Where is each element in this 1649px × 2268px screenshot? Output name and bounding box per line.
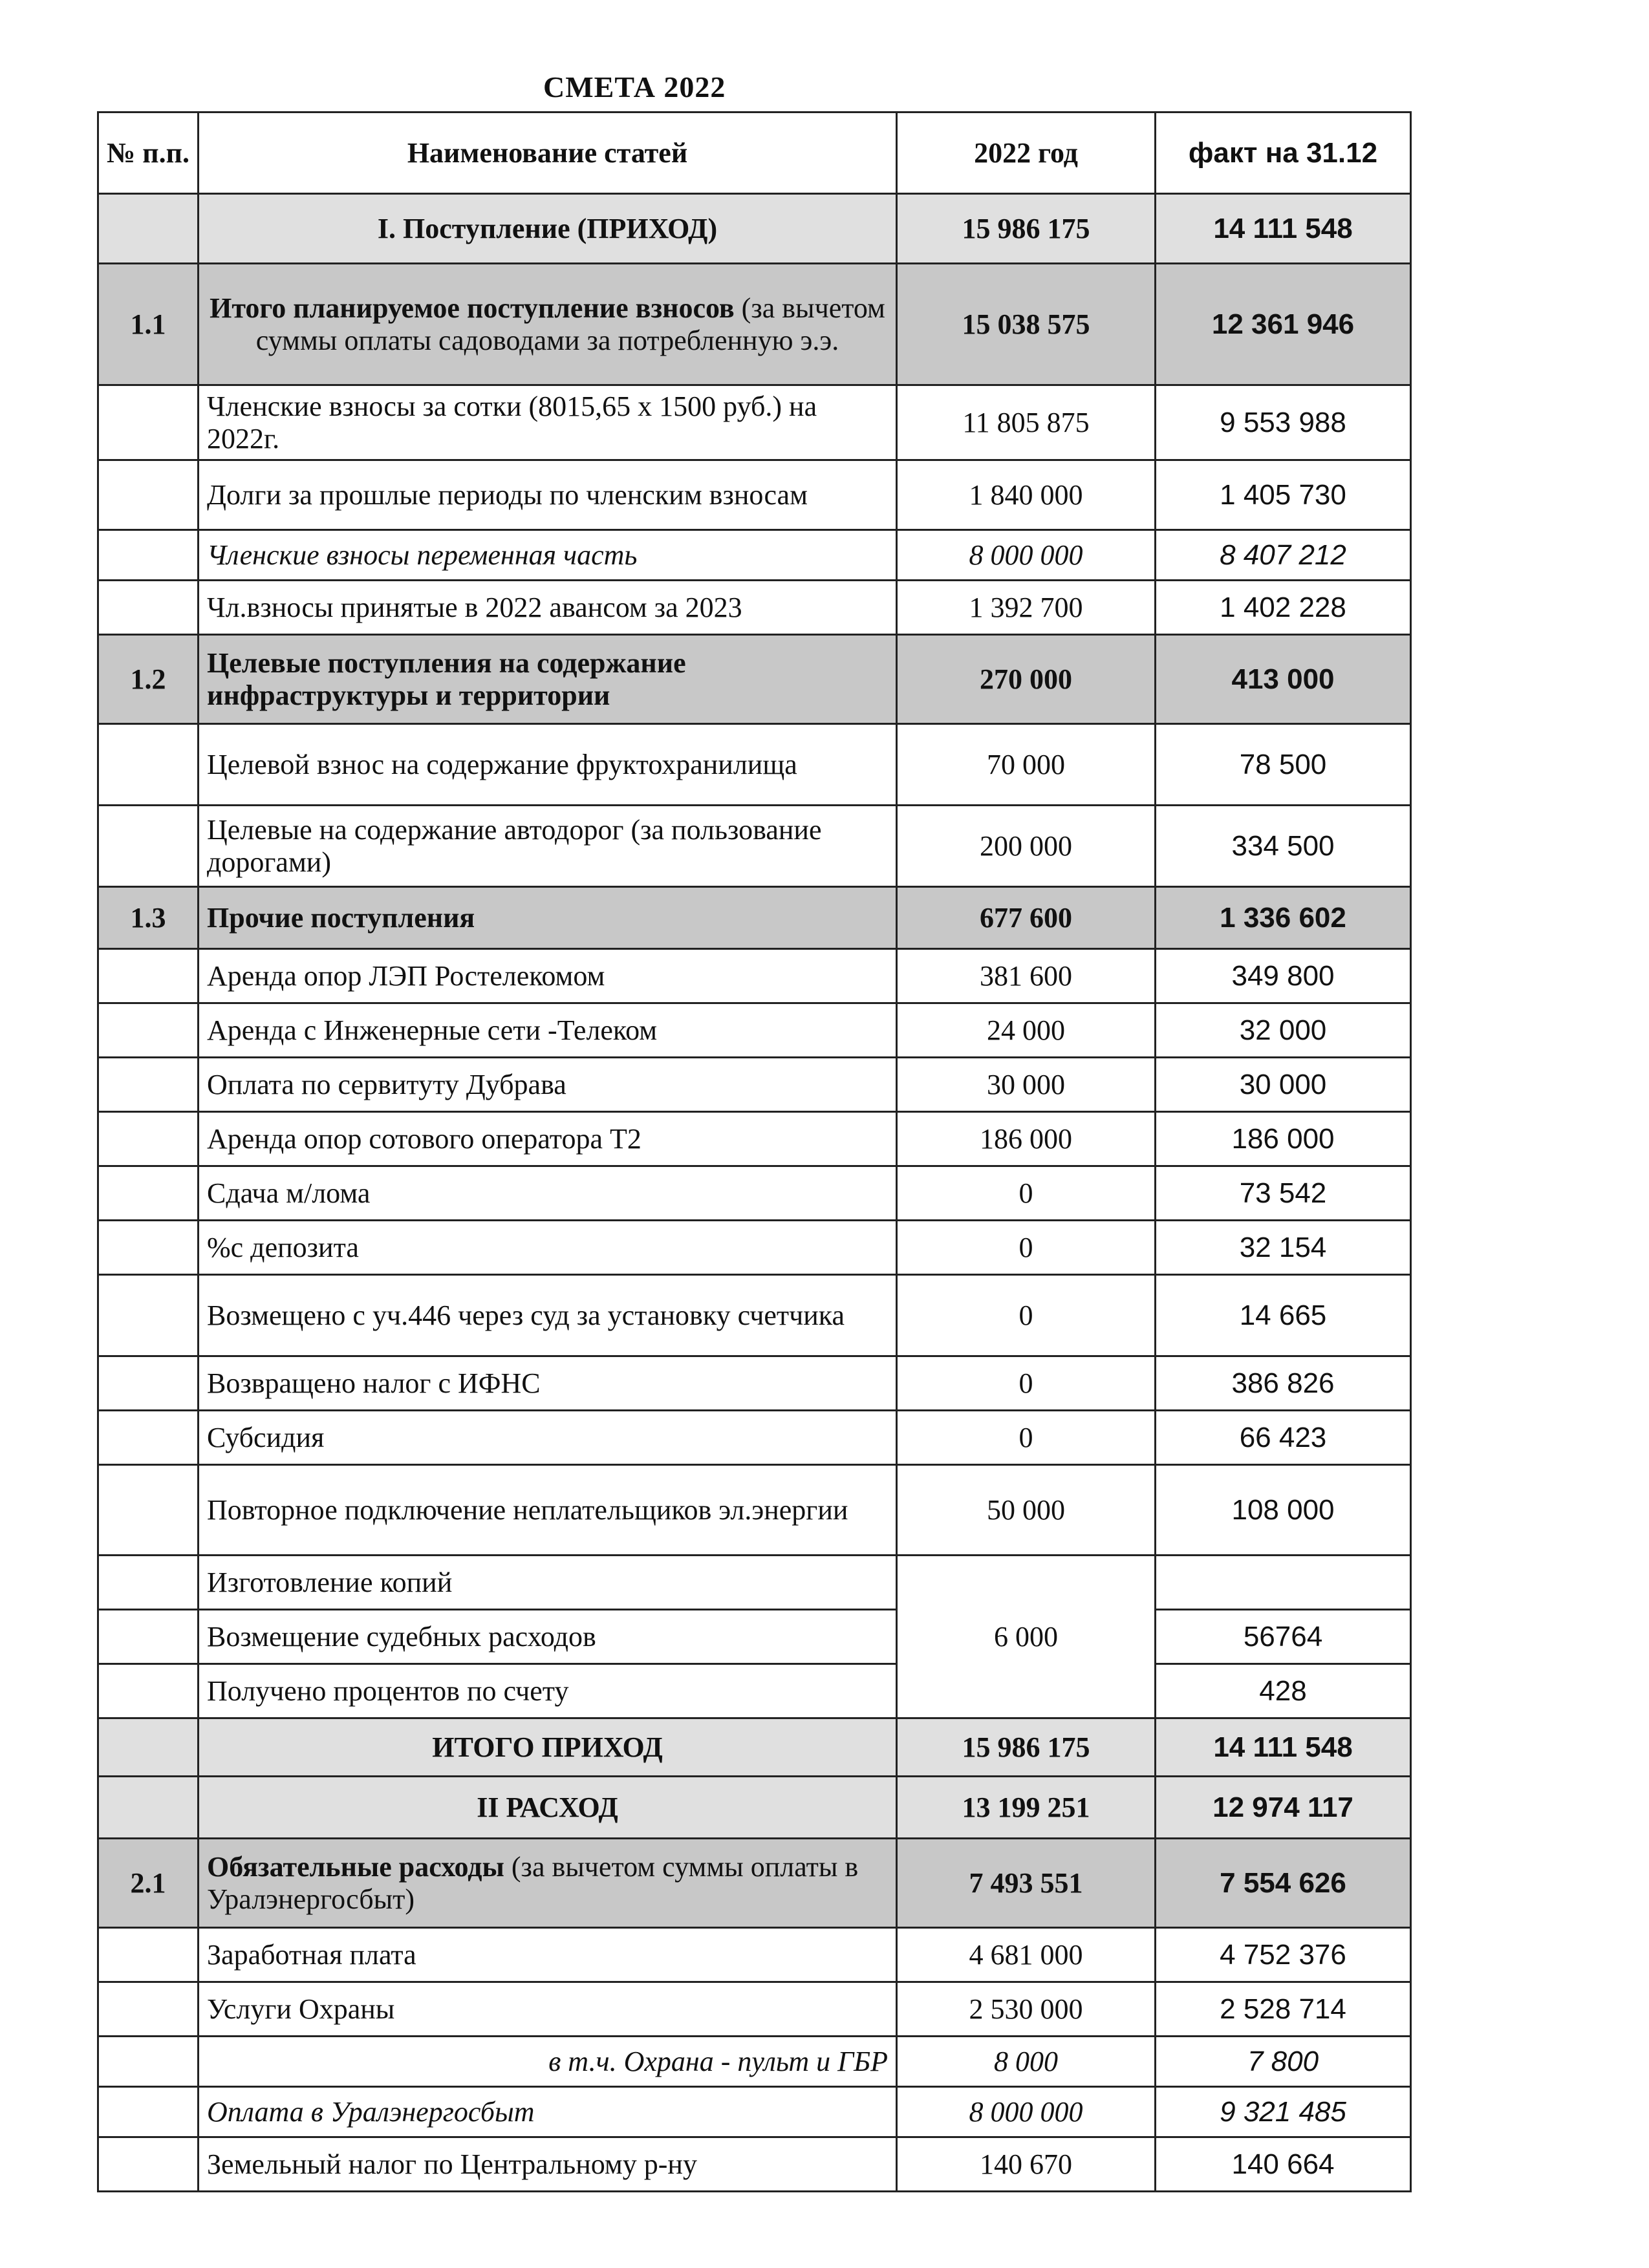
table-row: Возвращено налог с ИФНС 0 386 826 <box>98 1356 1411 1411</box>
table-row: Возмещение судебных расходов 56764 <box>98 1610 1411 1664</box>
table-row: Изготовление копий 6 000 <box>98 1556 1411 1610</box>
section-1-2-row: 1.2 Целевые поступления на содержание инфраструктуры и территории 270 000 413 000 <box>98 635 1411 724</box>
table-row: Членские взносы переменная часть 8 000 000 8 407 212 <box>98 530 1411 581</box>
table-row: Возмещено с уч.446 через суд за установку счетчика 0 14 665 <box>98 1275 1411 1356</box>
header-num: № п.п. <box>98 112 199 194</box>
table-row: Сдача м/лома 0 73 542 <box>98 1166 1411 1221</box>
header-name: Наименование статей <box>199 112 897 194</box>
income-title: I. Поступление (ПРИХОД) <box>199 194 897 264</box>
table-row: Аренда с Инженерные сети -Телеком 24 000 32 000 <box>98 1003 1411 1058</box>
budget-table <box>97 111 1412 2192</box>
section-2-1-row: 2.1 Обязательные расходы (за вычетом суммы оплаты в Уралэнергосбыт) 7 493 551 7 554 626 <box>98 1839 1411 1928</box>
table-row: Повторное подключение неплательщиков эл.энергии 50 000 108 000 <box>98 1465 1411 1556</box>
income-total-row: ИТОГО ПРИХОД 15 986 175 14 111 548 <box>98 1718 1411 1777</box>
table-row: Услуги Охраны 2 530 000 2 528 714 <box>98 1982 1411 2037</box>
table-row: Членские взносы за сотки (8015,65 х 1500 руб.) на 2022г. 11 805 875 9 553 988 <box>98 385 1411 460</box>
section-1-1-row: 1.1 Итого планируемое поступление взносов (за вычетом суммы оплаты садоводами за потребленную э.э. 15 038 575 12 361 946 <box>98 264 1411 385</box>
table-row: Целевой взнос на содержание фруктохранилища 70 000 78 500 <box>98 724 1411 806</box>
table-row: Заработная плата 4 681 000 4 752 376 <box>98 1928 1411 1982</box>
table-row: в т.ч. Охрана - пульт и ГБР 8 000 7 800 <box>98 2037 1411 2087</box>
table-header-row <box>98 112 1411 194</box>
expense-title-row: II РАСХОД 13 199 251 12 974 117 <box>98 1777 1411 1839</box>
table-row: Получено процентов по счету 428 <box>98 1664 1411 1718</box>
table-row: Аренда опор ЛЭП Ростелекомом 381 600 349 800 <box>98 949 1411 1003</box>
table-row: Аренда опор сотового оператора Т2 186 000 186 000 <box>98 1112 1411 1166</box>
income-title-row: I. Поступление (ПРИХОД) 15 986 175 14 111 548 <box>98 194 1411 264</box>
table-row: Земельный налог по Центральному р-ну 140 670 140 664 <box>98 2137 1411 2192</box>
table-row: Оплата по сервитуту Дубрава 30 000 30 000 <box>98 1058 1411 1112</box>
header-plan: 2022 год <box>897 112 1156 194</box>
table-row: %с депозита 0 32 154 <box>98 1221 1411 1275</box>
table-row: Оплата в Уралэнергосбыт 8 000 000 9 321 485 <box>98 2087 1411 2137</box>
table-row: Субсидия 0 66 423 <box>98 1411 1411 1465</box>
expense-title: II РАСХОД <box>199 1777 897 1839</box>
page-title: СМЕТА 2022 <box>543 70 726 103</box>
section-1-3-row: 1.3 Прочие поступления 677 600 1 336 602 <box>98 887 1411 949</box>
table-row: Чл.взносы принятые в 2022 авансом за 2023 1 392 700 1 402 228 <box>98 581 1411 635</box>
header-fact: факт на 31.12 <box>1156 112 1411 194</box>
merged-plan-cell: 6 000 <box>897 1556 1156 1718</box>
table-row: Целевые на содержание автодорог (за пользование дорогами) 200 000 334 500 <box>98 806 1411 887</box>
table-row: Долги за прошлые периоды по членским взносам 1 840 000 1 405 730 <box>98 460 1411 530</box>
